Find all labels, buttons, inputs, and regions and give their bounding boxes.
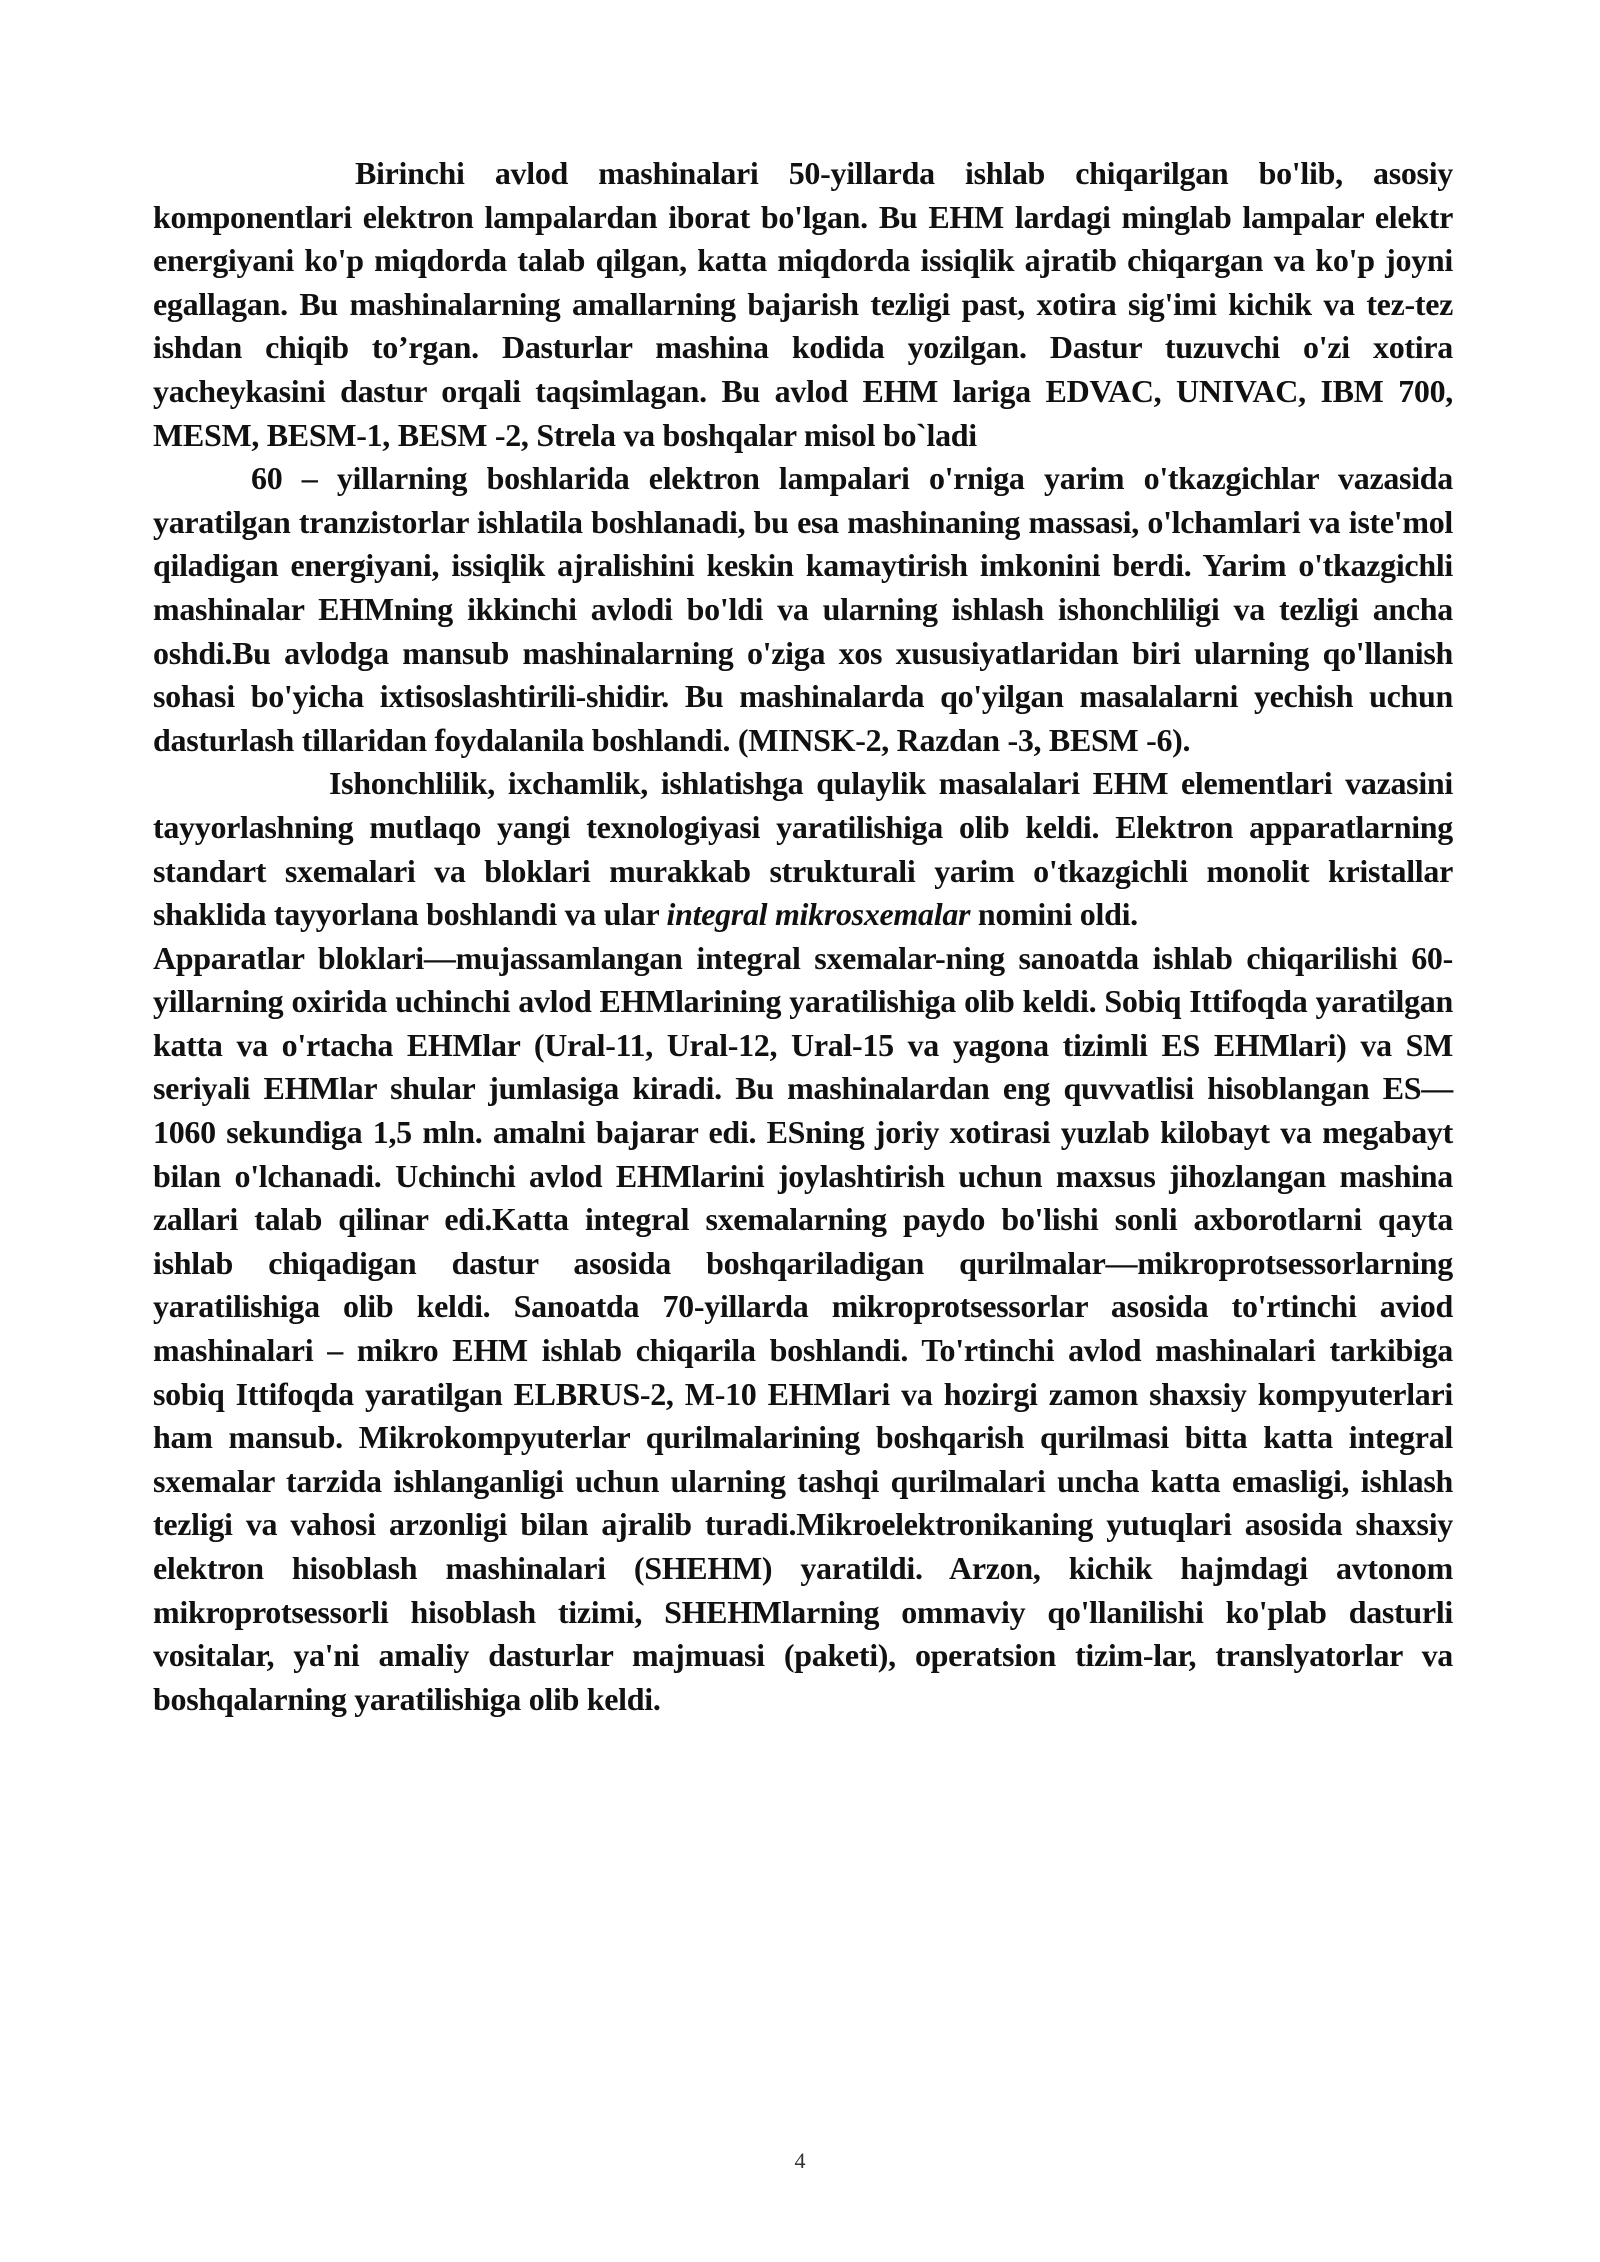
paragraph-second-generation: 60 – yillarning boshlarida elektron lampalari o'rniga yarim o'tkazgichlar vazasida yaratilgan tranzistorlar ishlatila boshlanadi, bu esa mashinaning massasi, o'lchamlari va iste'mol qiladigan energiyani, issiqlik ajralishini keskin kamaytirish imkonini berdi. Yarim o'tkazgichli mashinalar EHMning ikkinchi avlodi bo'ldi va ularning ishlash ishonchliligi va tezligi ancha oshdi.Bu avlodga mansub mashinalarning o'ziga xos xususiyatlaridan biri ularning qo'llanish sohasi bo'yicha ixtisoslashtirili-shidir. Bu mashinalarda qo'yilgan masalalarni yechish uchun dasturlash tillaridan foydalanila boshlandi. (MINSK-2, Razdan -3, BESM -6). xyxy=(153,460,1453,758)
page-number: 4 xyxy=(794,2148,806,2173)
paragraph-text-before: Ishonchlilik, ixchamlik, ishlatishga qulaylik masalalari EHM elementlari vazasini tayyorlashning mutlaqo yangi texnologiyasi yaratilishiga olib keldi. Elektron apparatlarning standart sxemalari va bloklari murakkab strukturali yarim o'tkazgichli monolit kristallar shaklida tayyorlana boshlandi va ular xyxy=(153,765,1453,933)
paragraph-first-generation: Birinchi avlod mashinalari 50-yillarda ishlab chiqarilgan bo'lib, asosiy komponentlari elektron lampalardan iborat bo'lgan. Bu EHM lardagi minglab lampalar elektr energiyani ko'p miqdorda talab qilgan, katta miqdorda issiqlik ajratib chiqargan va ko'p joyni egallagan. Bu mashinalarning amallarning bajarish tezligi past, xotira sig'imi kichik va tez-tez ishdan chiqib to’rgan. Dasturlar mashina kodida yozilgan. Dastur tuzuvchi o'zi xotira yacheykasini dastur orqali taqsimlagan. Bu avlod EHM lariga EDVAC, UNIVAC, IBM 700, MESM, BESM-1, BESM -2, Strela va boshqalar misol bo`ladi xyxy=(153,155,1453,453)
italic-term: integral mikrosxemalar xyxy=(666,896,971,933)
paragraph-text-after: nomini oldi. xyxy=(970,896,1138,933)
body-text xyxy=(153,152,1453,1721)
paragraph-third-fourth-generation: Apparatlar bloklari—mujassamlangan integral sxemalar-ning sanoatda ishlab chiqarilishi 60-yillarning oxirida uchinchi avlod EHMlarining yaratilishiga olib keldi. Sobiq Ittifoqda yaratilgan katta va o'rtacha EHMlar (Ural-11, Ural-12, Ural-15 va yagona tizimli ES EHMlari) va SM seriyali EHMlar shular jumlasiga kiradi. Bu mashinalardan eng quvvatlisi hisoblangan ES—1060 sekundiga 1,5 mln. amalni bajarar edi. ESning joriy xotirasi yuzlab kilobayt va megabayt bilan o'lchanadi. Uchinchi avlod EHMlarini joylashtirish uchun maxsus jihozlangan mashina zallari talab qilinar edi.Katta integral sxemalarning paydo bo'lishi sonli axborotlarni qayta ishlab chiqadigan dastur asosida boshqariladigan qurilmalar—mikroprotsessorlarning yaratilishiga olib keldi. Sanoatda 70-yillarda mikroprotsessorlar asosida to'rtinchi aviod mashinalari – mikro EHM ishlab chiqarila boshlandi. To'rtinchi avlod mashinalari tarkibiga sobiq Ittifoqda yaratilgan ELBRUS-2, M-10 EHMlari va hozirgi zamon shaxsiy kompyuterlari ham mansub. Mikrokompyuterlar qurilmalarining boshqarish qurilmasi bitta katta integral sxemalar tarzida ishlanganligi uchun ularning tashqi qurilmalari uncha katta emasligi, ishlash tezligi va vahosi arzonligi bilan ajralib turadi.Mikroelektronikaning yutuqlari asosida shaxsiy elektron hisoblash mashinalari (SHEHM) yaratildi. Arzon, kichik hajmdagi avtonom mikroprotsessorli hisoblash tizimi, SHEHMlarning ommaviy qo'llanilishi ko'plab dasturli vositalar, ya'ni amaliy dasturlar majmuasi (paketi), operatsion tizim-lar, translyatorlar va boshqalarning yaratilishiga olib keldi. xyxy=(153,939,1453,1717)
paragraph-integral-circuits xyxy=(153,762,1453,936)
